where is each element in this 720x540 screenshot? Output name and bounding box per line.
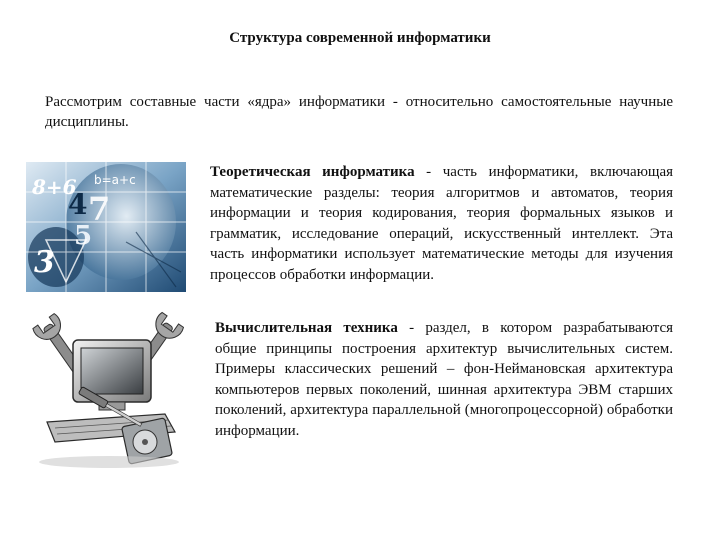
digit-1: 4 [68,188,88,221]
theoretical-informatics-text: - часть информатики, включающая математические разделы: теория алгоритмов и автоматов, теория информации и теория кодирования, теория формальных языков и грамматик, исследование операций, искусственный интеллект. Эта часть информатики использует математические методы для изучения процессов обработки информации. [210,164,674,283]
formula-text-1: 8+6 [32,175,77,199]
term-theoretical-informatics: Теоретическая информатика [210,164,415,180]
computer-engineering-paragraph [215,318,673,442]
digit-4: 3 [34,245,55,280]
formula-text-2: b=a+c [94,173,136,187]
digit-2: 7 [88,190,111,228]
term-computer-engineering: Вычислительная техника [215,320,398,336]
digit-3: 5 [74,221,93,251]
computer-tools-illustration [25,310,193,470]
theoretical-informatics-paragraph [210,162,673,286]
computer-engineering-text: - раздел, в котором разрабатываются общие принципы построения архитектур вычислительных систем. Примеры классических решений – фон-Неймановская архитектура компьютеров первых поколений, шинная архитектура ЭВМ старших поколений, архитектура параллельной (многопроцессорной) обработки информации. [215,320,673,439]
page-title: Структура современной информатики [229,30,491,46]
intro-paragraph: Рассмотрим составные части «ядра» информатики - относительно самостоятельные научные дисциплины. [45,94,673,130]
math-formulas-illustration [26,162,186,292]
